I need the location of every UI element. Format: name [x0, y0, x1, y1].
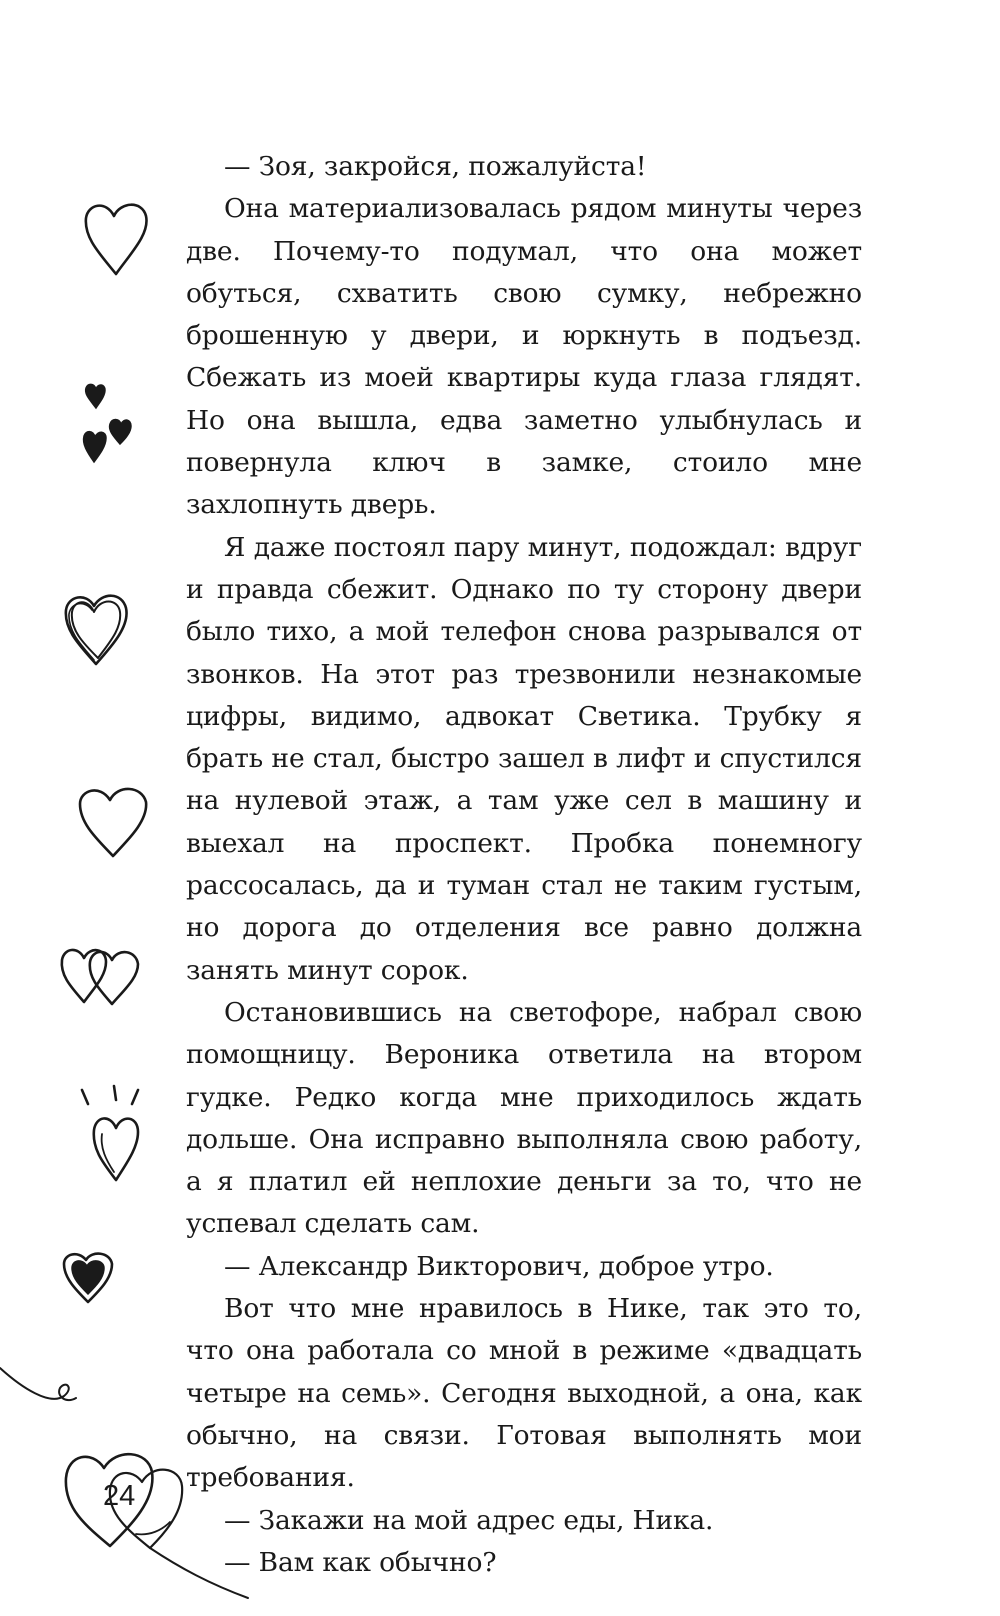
paragraph: — Вам как обычно? — [224, 1546, 497, 1578]
double-heart-icon — [58, 936, 144, 1008]
paragraph: Я даже постоял пару минут, подождал: вдруг и правда сбежит. Однако по ту сторону двери было тихо, а мой телефон снова разрывался от звонков. На этот раз трезвонили незнакомые цифры, видимо, адвокат Светика. Трубку я брать не стал, быстро зашел в лифт и спустился на нулевой этаж, а там уже сел в машину и выехал на проспект. Пробка понемногу рассосалась, да и туман стал не таким густым, но дорога до отделения все равно должна занять минут сорок. — [186, 531, 862, 986]
paragraph: — Закажи на мой адрес еды, Ника. — [224, 1504, 714, 1536]
paragraph: Вот что мне нравилось в Нике, так это то, что она работала со мной в режиме «двадцать четыре на семь». Сегодня выходной, а она, как обычно, на связи. Готовая выполнять мои требования. — [186, 1293, 862, 1494]
radiant-heart-icon — [74, 1082, 154, 1184]
sketchy-heart-icon — [60, 590, 132, 668]
paragraph: Она материализовалась рядом минуты через две. Почему-то подумал, что она может обуться, схватить свою сумку, небрежно брошенную у двери, и юркнуть в подъезд. Сбежать из моей квартиры куда глаза глядят. Но она вышла, едва заметно улыбнулась и повернула ключ в замке, стоило мне захлопнуть дверь. — [186, 193, 862, 521]
paragraph: Остановившись на светофоре, набрал свою помощницу. Вероника ответила на втором гудке. Редко когда мне приходилось ждать дольше. Она исправно выполняла свою работу, а я платил ей неплохие деньги за то, что не успевал сделать сам. — [186, 996, 862, 1240]
heart-outline-icon — [74, 782, 152, 860]
page-number: 24 — [103, 1480, 136, 1512]
small-hearts-cluster-icon — [80, 380, 140, 468]
paragraph: — Зоя, закройся, пожалуйста! — [224, 151, 647, 182]
shaded-heart-icon — [60, 1246, 116, 1306]
heart-outline-icon — [80, 198, 152, 278]
paragraph: — Александр Викторович, доброе утро. — [224, 1250, 774, 1282]
